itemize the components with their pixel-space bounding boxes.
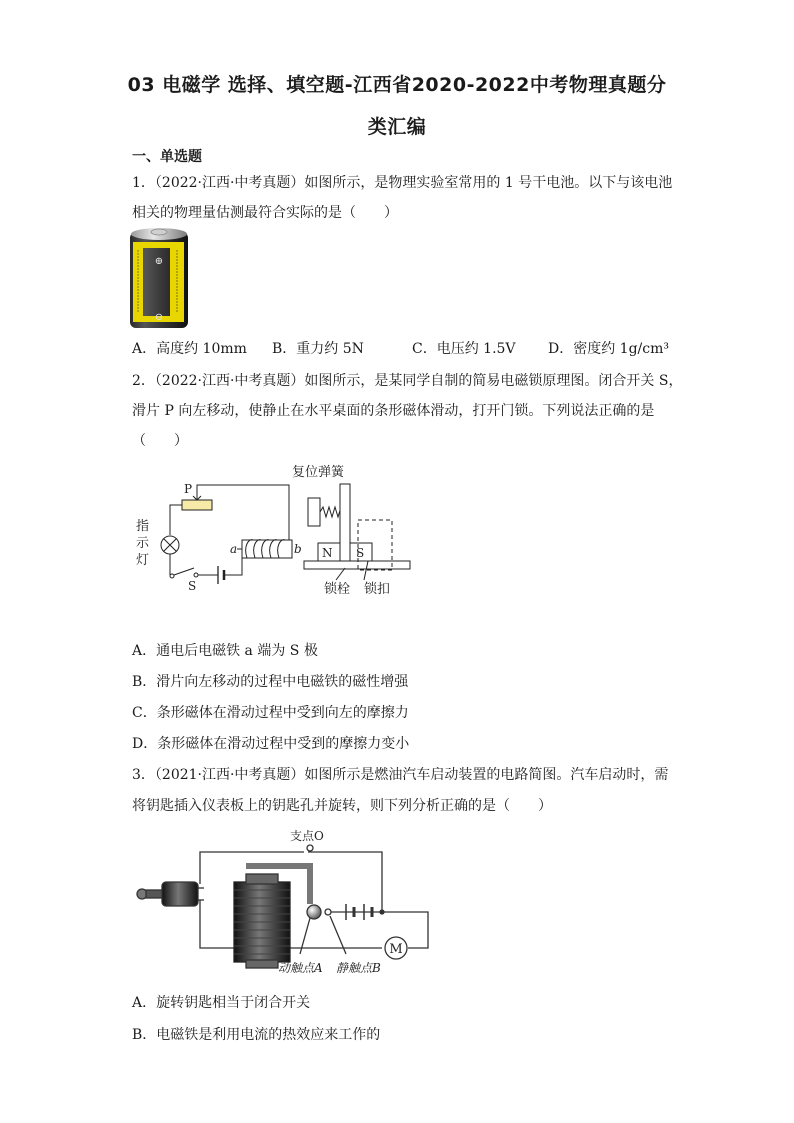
contact-b-label: 静触点B [336,961,381,975]
spring-label: 复位弹簧 [292,465,345,480]
lamp-label-3: 灯 [136,553,150,568]
electromagnetic-lock-diagram [132,460,422,600]
magnet-s: S [356,546,365,560]
q3-stem-line2: 将钥匙插入仪表板上的钥匙孔并旋转，则下列分析正确的是（ ） [132,798,552,814]
q2-option-b[interactable]: B．滑片向左移动的过程中电磁铁的磁性增强 [132,674,409,690]
q3-option-a[interactable]: A．旋转钥匙相当于闭合开关 [132,995,311,1011]
magnet-n: N [322,546,333,560]
q1-stem-line2: 相关的物理量估测最符合实际的是（ ） [132,205,398,221]
switch-label: S [188,579,197,593]
q2-option-d[interactable]: D．条形磁体在滑动过程中受到的摩擦力变小 [132,736,410,752]
battery-image [128,226,190,330]
car-starter-circuit-diagram [132,826,432,978]
battery-minus-mark: ⊖ [154,312,164,323]
pivot-label: 支点O [290,829,324,843]
q1-option-a[interactable]: A．高度约 10mm [132,341,247,357]
q2-option-c[interactable]: C．条形磁体在滑动过程中受到向左的摩擦力 [132,705,409,721]
q3-stem-line1: 3．（2021·江西·中考真题）如图所示是燃油汽车启动装置的电路简图。汽车启动时，需 [132,767,669,783]
q1-stem-line1: 1．（2022·江西·中考真题）如图所示，是物理实验室常用的 1 号干电池。以下与该电池 [132,175,673,191]
document-title-line1: 03 电磁学 选择、填空题-江西省2020-2022中考物理真题分 [127,74,667,96]
section-heading: 一、单选题 [132,149,202,165]
document-title-line2: 类汇编 [367,116,427,138]
contact-a-label: 动触点A [278,961,323,975]
q1-option-b[interactable]: B．重力约 5N [272,341,364,357]
latch-label: 锁扣 [364,582,391,597]
coil-end-a: a [230,542,238,556]
q2-stem-line3: （ ） [132,433,188,449]
lamp-label-2: 示 [136,536,150,551]
q3-option-b[interactable]: B．电磁铁是利用电流的热效应来工作的 [132,1027,381,1043]
q2-stem-line2: 滑片 P 向左移动，使静止在水平桌面的条形磁体滑动，打开门锁。下列说法正确的是 [132,403,655,419]
q2-option-a[interactable]: A．通电后电磁铁 a 端为 S 极 [132,643,318,659]
q1-option-d[interactable]: D．密度约 1g/cm³ [548,341,669,357]
coil-end-b: b [294,542,302,556]
bolt-label: 锁栓 [324,582,351,597]
slider-label: P [184,482,193,496]
lamp-label-1: 指 [136,519,150,534]
q1-option-c[interactable]: C．电压约 1.5V [412,341,516,357]
battery-plus-mark: ⊕ [154,256,164,267]
q2-stem-line1: 2．（2022·江西·中考真题）如图所示，是某同学自制的简易电磁锁原理图。闭合开关 S， [132,373,683,389]
motor-label: M [389,942,403,957]
